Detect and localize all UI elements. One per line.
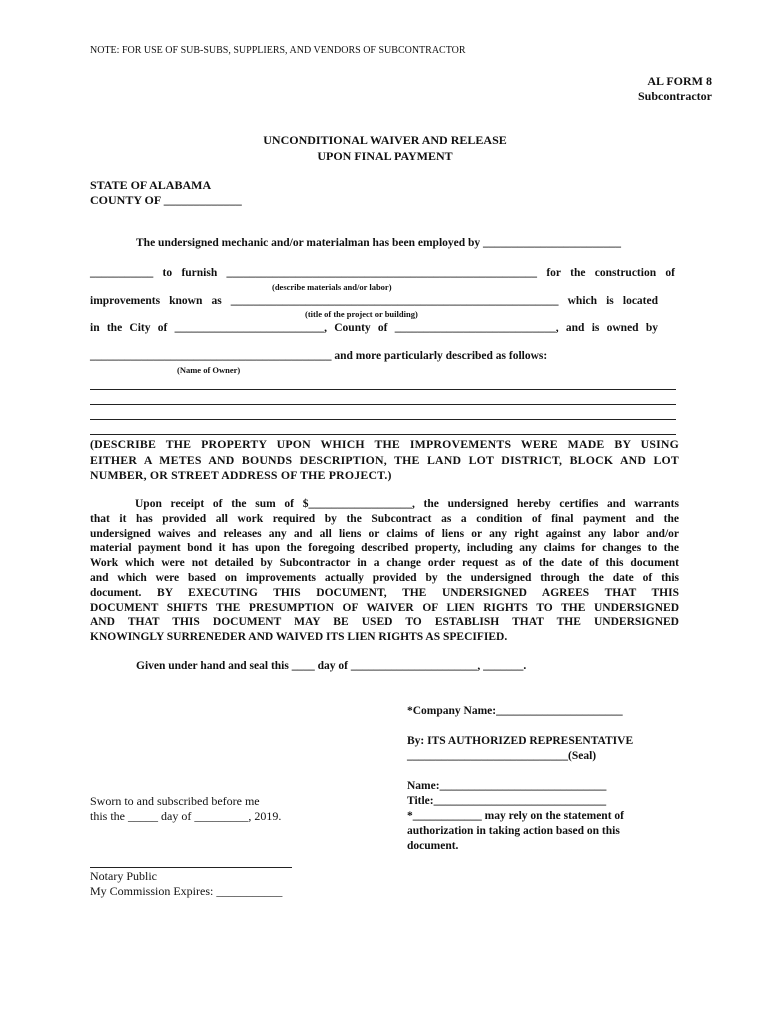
county-label: COUNTY OF _____________ [90,193,242,207]
name-field: Name:_____________________________ [407,780,607,792]
form-type: Subcontractor [638,89,712,103]
certification-paragraph: Upon receipt of the sum of $__________________, the undersigned hereby certifies and warrants that it has provided all work required by the Subcontract as a condition of final payment and the undersigned waives and releases any and all liens or claims of liens or any right against any labor and/or material payment bond it has upon the foregoing described property, including any claims for changes to the Work which were not detailed by Subcontractor in a change order request as of the date of this document and which were based on improvements actually provided by the undersigned through the date of this document. BY EXECUTING THIS DOCUMENT, THE UNDERSIGNED AGREES THAT THIS DOCUMENT SHIFTS THE PRESUMPTION OF WAIVER OF LIEN RIGHTS TO THE UNDERSIGNED AND THAT THIS DOCUMENT MAY BE USED TO ESTABLISH THAT THE UNDERSIGNED KNOWINGLY SURRENEDER AND WAIVED ITS LIEN RIGHTS AS SPECIFIED. [90,498,679,644]
furnish-line: ___________ to furnish ______________________________________________________ for the construction of [90,267,675,279]
notary-signature-line [90,867,292,868]
sworn-line-2: this the _____ day of _________, 2019. [90,809,282,823]
employed-by-line: The undersigned mechanic and/or materialman has been employed by ________________________ [136,237,622,249]
description-line-2 [90,404,676,405]
city-county-line: in the City of __________________________, County of ____________________________, and is owned by [90,322,658,334]
seal-line: ____________________________(Seal) [407,750,597,762]
form-title-line-2: UPON FINAL PAYMENT [317,149,453,163]
owner-line: __________________________________________ and more particularly described as follows: [90,350,548,362]
form-title-line-1: UNCONDITIONAL WAIVER AND RELEASE [263,133,507,147]
description-instructions: (DESCRIBE THE PROPERTY UPON WHICH THE IMPROVEMENTS WERE MADE BY USING EITHER A METES AND BOUNDS DESCRIPTION, THE LAND LOT DISTRICT, BLOCK AND LOT NUMBER, OR STREET ADDRESS OF THE PROJECT.) [90,437,679,482]
company-name-field: *Company Name:______________________ [407,705,623,717]
reliance-line-2: authorization in taking action based on this [407,825,620,837]
improvements-line: improvements known as _________________________________________________________ which is located [90,295,658,307]
usage-note: NOTE: FOR USE OF SUB-SUBS, SUPPLIERS, AND VENDORS OF SUBCONTRACTOR [90,45,466,56]
hint-owner: (Name of Owner) [177,365,241,375]
state-label: STATE OF ALABAMA [90,178,212,192]
notary-public-label: Notary Public [90,869,157,883]
sworn-line-1: Sworn to and subscribed before me [90,794,260,808]
reliance-line-3: document. [407,840,459,852]
title-field: Title:______________________________ [407,795,607,807]
form-id: AL FORM 8 [647,74,712,88]
reliance-line-1: *____________ may rely on the statement of [407,810,624,822]
description-line-1 [90,389,676,390]
hint-project: (title of the project or building) [305,309,418,319]
description-line-4 [90,434,676,435]
given-under-line: Given under hand and seal this ____ day of ______________________, _______. [136,660,527,672]
commission-expires: My Commission Expires: ___________ [90,884,283,898]
description-line-3 [90,419,676,420]
hint-materials: (describe materials and/or labor) [272,282,392,292]
authorized-rep-label: By: ITS AUTHORIZED REPRESENTATIVE [407,735,634,747]
